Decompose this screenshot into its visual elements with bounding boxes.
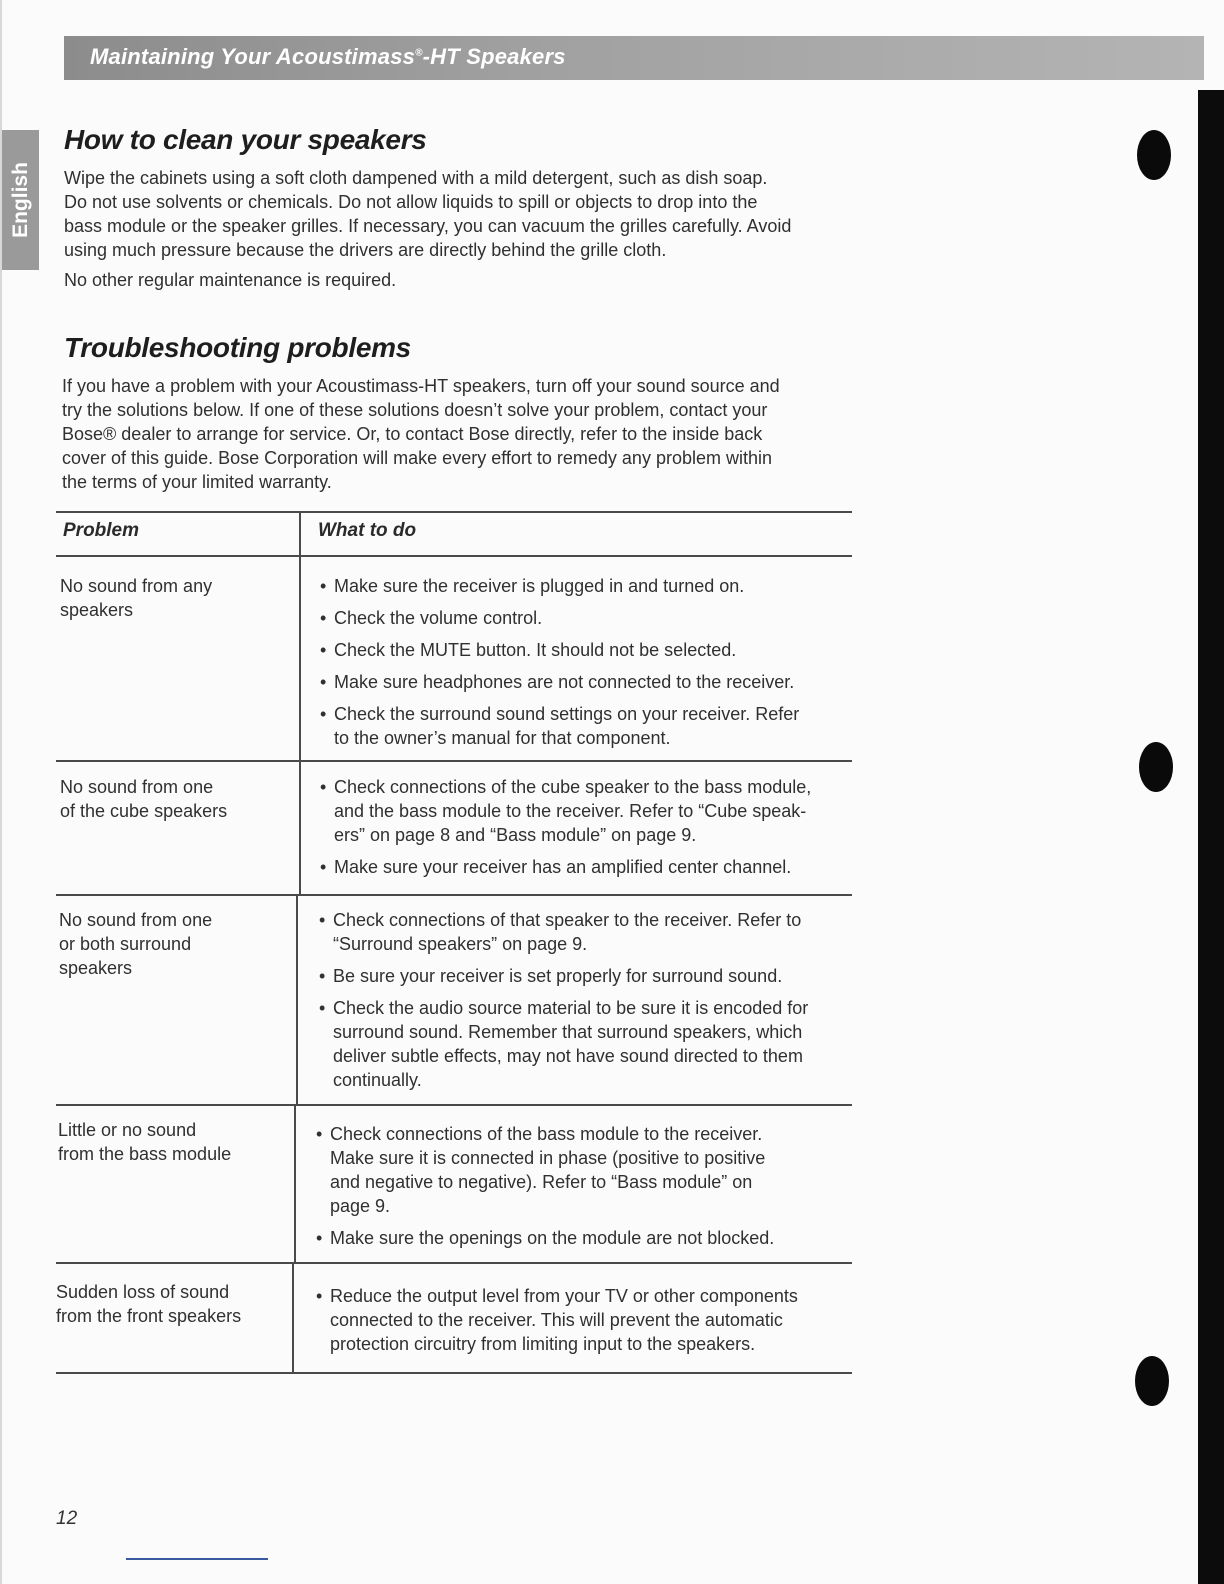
column-divider bbox=[299, 557, 301, 760]
footer-rule bbox=[126, 1558, 268, 1560]
list-item: • Check connections of the bass module to the receiver. Make sure it is connected in phase (positive to positive and negative to negative). Refer to “Bass module” on page 9. bbox=[316, 1122, 851, 1218]
problem-cell: Sudden loss of sound from the front speakers bbox=[56, 1282, 242, 1326]
paragraph-line: bass module or the speaker grilles. If necessary, you can vacuum the grilles carefully. Avoid bbox=[64, 216, 792, 236]
table-row bbox=[56, 762, 852, 896]
binder-hole-icon bbox=[1137, 130, 1171, 180]
paragraph-line: Bose® dealer to arrange for service. Or, to contact Bose directly, refer to the inside back bbox=[62, 424, 763, 444]
list-item: • Check the volume control. bbox=[320, 606, 850, 630]
paragraph-line: cover of this guide. Bose Corporation will make every effort to remedy any problem within bbox=[62, 448, 772, 468]
action-list bbox=[320, 574, 850, 758]
problem-cell: Little or no sound from the bass module bbox=[58, 1120, 232, 1164]
column-divider bbox=[299, 762, 301, 894]
list-item: • Check the MUTE button. It should not be selected. bbox=[320, 638, 850, 662]
paragraph-line: If you have a problem with your Acoustimass-HT speakers, turn off your sound source and bbox=[62, 376, 780, 396]
column-header-what-to-do: What to do bbox=[318, 520, 417, 541]
troubleshooting-table bbox=[56, 511, 852, 1374]
paragraph-line: the terms of your limited warranty. bbox=[62, 472, 332, 492]
table-row bbox=[56, 1264, 852, 1374]
list-item: • Make sure your receiver has an amplified center channel. bbox=[320, 855, 855, 879]
list-item: • Reduce the output level from your TV or other components connected to the receiver. This will prevent the automatic protection circuitry from limiting input to the speakers. bbox=[316, 1284, 851, 1356]
list-item: • Check connections of the cube speaker to the bass module, and the bass module to the receiver. Refer to “Cube speak- ers” on page 8 and “Bass module” on page 9. bbox=[320, 775, 855, 847]
column-divider bbox=[299, 513, 301, 555]
column-divider bbox=[294, 1106, 296, 1262]
table-row bbox=[56, 896, 852, 1106]
table-row bbox=[56, 1106, 852, 1264]
action-list bbox=[316, 1284, 851, 1364]
action-list bbox=[319, 908, 854, 1100]
paragraph-line: Do not use solvents or chemicals. Do not allow liquids to spill or objects to drop into the bbox=[64, 192, 758, 212]
binder-hole-icon bbox=[1139, 742, 1173, 792]
problem-cell: No sound from any speakers bbox=[60, 576, 213, 620]
list-item: • Make sure the openings on the module are not blocked. bbox=[316, 1226, 851, 1250]
language-tab bbox=[2, 130, 39, 270]
list-item: • Check connections of that speaker to the receiver. Refer to “Surround speakers” on page 9. bbox=[319, 908, 854, 956]
binder-hole-icon bbox=[1135, 1356, 1169, 1406]
maintenance-note: No other regular maintenance is required. bbox=[64, 270, 397, 290]
language-tab-label: English bbox=[8, 162, 32, 238]
problem-cell: No sound from one of the cube speakers bbox=[60, 777, 228, 821]
section-header-title: Maintaining Your Acoustimass®-HT Speakers bbox=[90, 44, 566, 69]
clean-paragraph bbox=[64, 166, 791, 262]
table-header bbox=[56, 511, 852, 557]
column-divider bbox=[296, 896, 298, 1104]
paragraph-line: try the solutions below. If one of these solutions doesn’t solve your problem, contact your bbox=[62, 400, 768, 420]
troubleshooting-intro bbox=[62, 374, 780, 494]
action-list bbox=[316, 1122, 851, 1258]
list-item: • Make sure headphones are not connected to the receiver. bbox=[320, 670, 850, 694]
column-header-problem: Problem bbox=[63, 520, 140, 541]
paragraph-line: Wipe the cabinets using a soft cloth dampened with a mild detergent, such as dish soap. bbox=[64, 168, 768, 188]
list-item: • Make sure the receiver is plugged in and turned on. bbox=[320, 574, 850, 598]
page-number: 12 bbox=[56, 1508, 78, 1529]
clean-heading: How to clean your speakers bbox=[64, 124, 427, 155]
table-row bbox=[56, 557, 852, 762]
section-header-bar bbox=[64, 36, 1204, 80]
problem-cell: No sound from one or both surround speakers bbox=[59, 910, 213, 978]
paragraph-line: using much pressure because the drivers are directly behind the grille cloth. bbox=[64, 240, 667, 260]
list-item: • Be sure your receiver is set properly for surround sound. bbox=[319, 964, 854, 988]
column-divider bbox=[292, 1264, 294, 1372]
list-item: • Check the surround sound settings on your receiver. Refer to the owner’s manual for that component. bbox=[320, 702, 850, 750]
list-item: • Check the audio source material to be sure it is encoded for surround sound. Remember that surround speakers, which deliver subtle effects, may not have sound directed to them continually. bbox=[319, 996, 854, 1092]
page-right-edge bbox=[1198, 0, 1224, 1584]
troubleshooting-heading: Troubleshooting problems bbox=[64, 332, 411, 363]
action-list bbox=[320, 775, 855, 887]
